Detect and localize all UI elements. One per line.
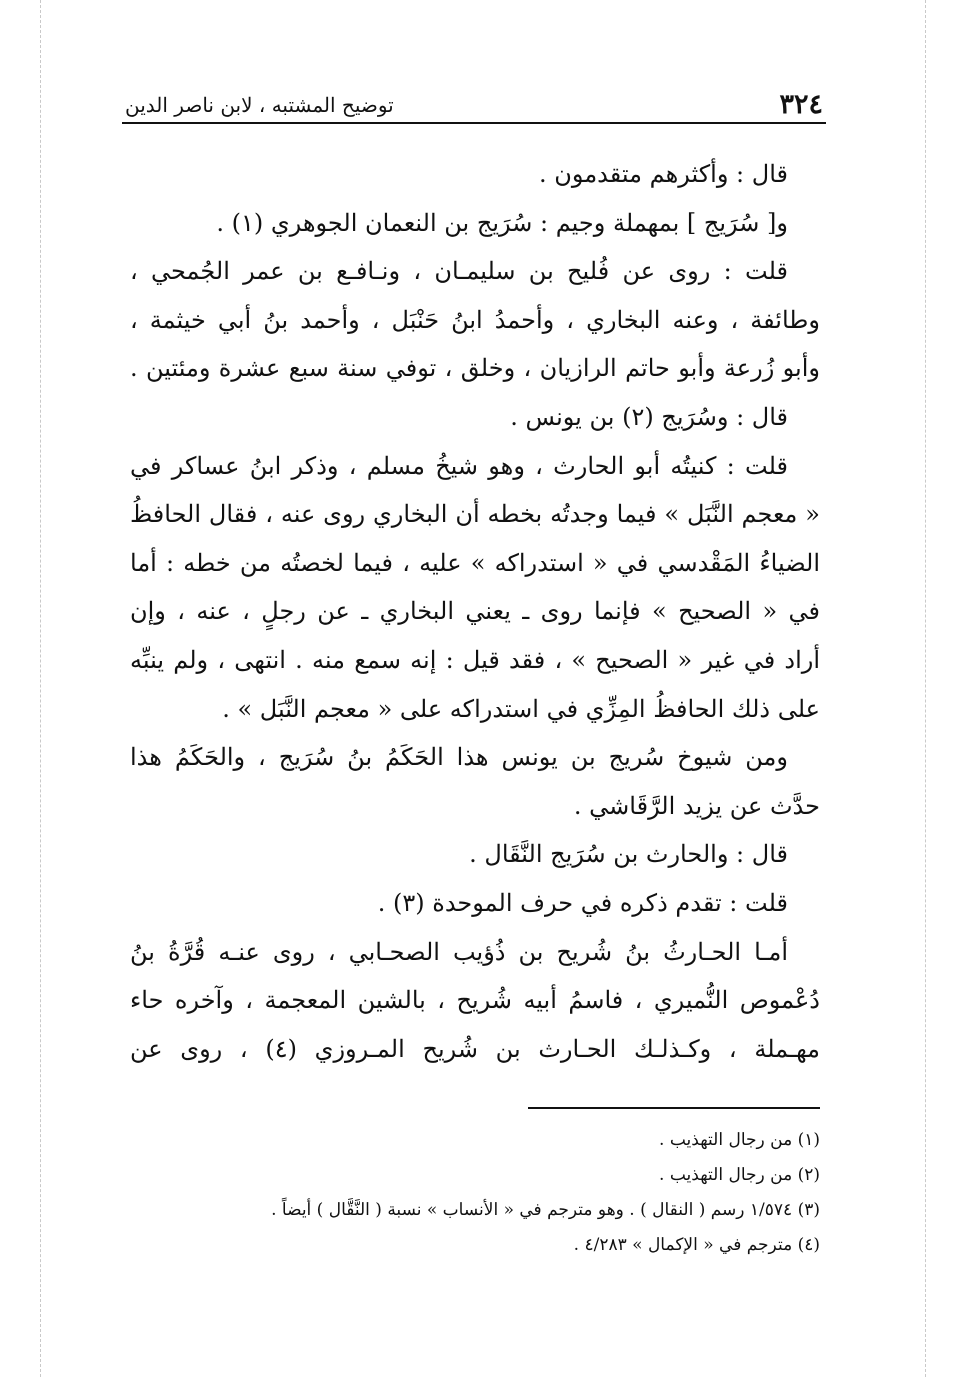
text-line: قلت : روى عن فُليح بن سليمـان ، ونـافـع بن عمر الجُمحي ، — [130, 257, 788, 286]
text-line: في « الصحيح » فإنما روى ـ يعني البخاري ـ عن رجلٍ ، عنه ، وإن — [130, 597, 820, 626]
text-line: على ذلك الحافظُ المِزِّي في استدراكه على « معجم النَّبَل » . — [222, 694, 820, 723]
text-line: الضياءُ المَقْدسي في « استدراكه » عليه ، فيما لخصتُه من خطه : أما — [130, 548, 820, 577]
text-line: أمـا الحـارثُ بنُ شُريح بن ذُؤيب الصحـابي ، روى عنـه قُرَّةُ بنُ — [130, 937, 788, 966]
text-line: دُعْموص النُّميري ، فاسمُ أبيه شُريح ، بالشين المعجمة ، وآخره حاء — [130, 986, 820, 1015]
footnote-item: (٣) ١/٥٧٤ رسم ( النقال ) . وهو مترجم في « الأنساب » نسبة ( النَّقَّال ) أيضاً . — [271, 1200, 820, 1220]
text-line: قلت : تقدم ذكره في حرف الموحدة (٣) . — [377, 888, 788, 917]
header-rule — [122, 122, 826, 124]
text-line: ومن شيوخ سُريج بن يونس هذا الحَكَمُ بنُ سُرَيج ، والحَكَمُ هذا — [130, 743, 788, 772]
text-line: قال : وأكثرهم متقدمون . — [539, 160, 788, 188]
page-number: ٣٢٤ — [779, 89, 823, 120]
footnote-rule — [528, 1107, 820, 1109]
text-line: أراد في غير « الصحيح » ، فقد قيل : إنه سمع منه . انتهى ، ولم ينبِّه — [130, 645, 820, 674]
text-line: قلت : كنيتُه أبو الحارث ، وهو شيخُ مسلم ، وذكر ابنُ عساكر في — [130, 451, 788, 480]
running-title: توضيح المشتبه ، لابن ناصر الدين — [125, 93, 394, 117]
text-line: « معجم النَّبَل » فيما وجدتُه بخطه أن البخاري روى عنه ، فقال الحافظُ — [130, 500, 820, 529]
text-line: قال : والحارث بن سُرَيج النَّقَال . — [469, 840, 788, 869]
footnote-item: (٢) من رجال التهذيب . — [659, 1165, 820, 1185]
footnote-item: (١) من رجال التهذيب . — [659, 1130, 820, 1150]
footnote-item: (٤) مترجم في « الإكمال » ٤/٢٨٣ . — [573, 1235, 820, 1255]
running-header — [125, 80, 823, 120]
text-line: قال : وسُرَيج (٢) بن يونس . — [510, 402, 788, 431]
footnotes — [130, 1123, 820, 1263]
text-line: مهـملة ، وكـذلـك الحـارث بن شُريح المـروزي (٤) ، روى عن — [130, 1034, 820, 1063]
main-text — [130, 150, 820, 1073]
text-line: حدَّث عن يزيد الرَّقَاشي . — [573, 791, 820, 820]
text-line: وأبو زُرعة وأبو حاتم الرازيان ، وخلق ، توفي سنة سبع عشرة ومئتين . — [130, 354, 820, 383]
text-line: و[ سُرَيج ] بمهملة وجيم : سُرَيج بن النعمان الجوهري (١) . — [216, 208, 788, 237]
text-line: وطائفة ، وعنه البخاري ، وأحمدُ ابنُ حَنْبَل ، وأحمد بنُ أبي خيثمة ، — [130, 305, 820, 334]
